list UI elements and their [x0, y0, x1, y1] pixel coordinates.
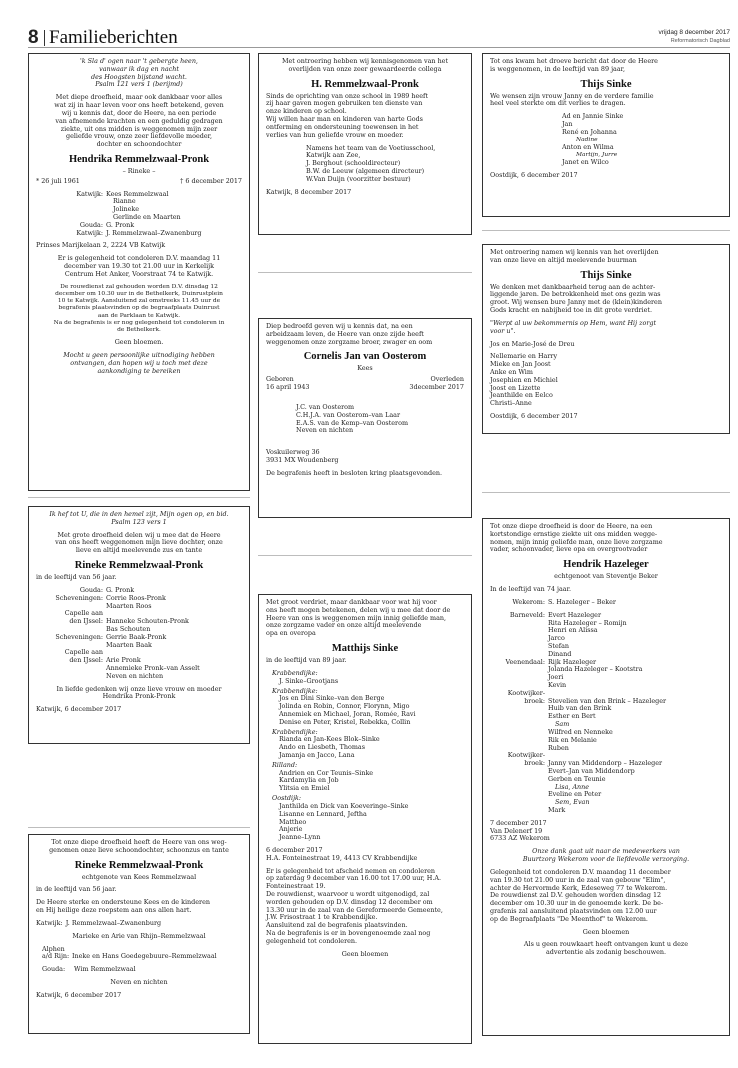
family-list: Jos en Marie-José de Dreu Nellemarie en Harry Mieke en Jan Joost Anke en Wim Josephien en Michiel Joost en Lizette Jeanthilde en Eelco Christi–Anne [490, 339, 575, 408]
column-rule [258, 555, 472, 556]
psalm-verse: Ik hef tot U, die in den hemel zijt, Mijn ogen op, en bid. Psalm 123 vers 1 [49, 510, 229, 526]
obituary-thijs-sinke-family [482, 53, 730, 217]
birth-date: * 26 juli 1961 [36, 176, 80, 185]
obituary-rineke-family-remmelzwaal [28, 834, 250, 1034]
family-group: Alphen a/d Rijn: Ineke en Hans Goedegebuure–Remmelzwaal [42, 944, 217, 961]
flowers-note: Geen bloemen [341, 949, 389, 958]
age-note: in de leeftijd van 89 jaar. [266, 656, 347, 665]
deceased-name: Thijs Sinke [580, 269, 632, 281]
newspaper-name: Reformatorisch Dagblad [670, 38, 730, 44]
bible-quote: "Werpt al uw bekommernis op Hem, want Hij zorgt voor u". [490, 318, 657, 335]
announcement-text: Met diepe droefheid, maar ook dankbaar voor alles wat zij in haar leven voor ons heeft betekend, geven wij u kennis dat, door de Heere, na een periode van afnemende krachten en een geduldig gedragen ziekte, uit ons midden is weggenomen mijn zeer geliefde vrouw, onze zeer liefdevolle moeder, dochter en schoondochter [54, 93, 224, 149]
column-rule [28, 827, 250, 828]
family-list [490, 599, 722, 815]
announcement-text: Met grote droefheid delen wij u mee dat de Heere van ons heeft weggenomen mijn lieve dochter, onze lieve en altijd meelevende zus en tante [55, 530, 223, 555]
family-group: Barneveld: Evert Hazeleger Rita Hazeleger – Romijn Henri en Alissa Jarco Stefan Dinand [509, 610, 627, 658]
column-rule [258, 272, 472, 273]
nickname: Kees [357, 364, 373, 373]
family-list: Krabbendijke: J. Sinke–Grootjans Krabbendijke: Jos en Dini Sinke–van den Berge Jolinda en Robin, Connor, Florynn, Migo Annemiek en Michael, Joran, Romée, Ravi Denise en Peter, Kristel, Rebekka, Collin Krabbendijke: Rianda en Jan-Kees Blok–Sinke Ando en Liesbeth, Thomas Jamanja en Jacco, Lana Rilland: Andrien en Cor Teunis–Sinke Kardamylia en Job Ylitsia en Emiel Oostdijk: Janthilda en Dick van Koeveringe–Sinke Lisanne en Lennard, Jeftha Mattheo Anjerie Jeanne–Lynn [272, 668, 416, 842]
address: H.A. Fonteinestraat 19, 4413 CV Krabbendijke [266, 853, 418, 862]
place-date: Katwijk, 8 december 2017 [266, 187, 352, 196]
family-group: Katwijk: J. Remmelzwaal–Zwanenburg [36, 918, 162, 927]
address: Voskuilerweg 36 3931 MX Woudenberg [266, 448, 339, 464]
family-group: Capelle aan den IJssel: Arie Pronk Annemieke Pronk–van Asselt Neven en nichten [64, 648, 200, 680]
deceased-name: Rineke Remmelzwaal-Pronk [74, 859, 204, 871]
family-list: Ad en Jannie Sinke Jan René en Johanna Nadine Anton en Wilma Martijn, Jurre Janet en Wilco [562, 112, 624, 166]
memorial-note: In liefde gedenken wij onze lieve vrouw en moeder Hendrika Pronk-Pronk [56, 684, 222, 701]
deceased-name: Matthijs Sinke [331, 643, 399, 655]
obituary-thijs-sinke-neighbours [482, 244, 730, 434]
obituary-rineke-family-pronk [28, 506, 250, 744]
message-text: We wensen zijn vrouw Janny en de verdere familie heel veel sterkte om dit verlies te dragen. [490, 91, 654, 108]
place-date: Oostdijk, 6 december 2017 [490, 412, 578, 420]
family-group: Wekerom: S. Hazeleger – Beker [512, 597, 616, 606]
address: Prinses Marijkelaan 2, 2224 VB Katwijk [36, 241, 166, 250]
deceased-name: Hendrik Hazeleger [563, 559, 649, 571]
place-date: Katwijk, 6 december 2017 [36, 705, 122, 714]
page-header [28, 28, 730, 48]
family-group: Gouda: Wim Remmelzwaal [42, 965, 136, 974]
closing-note: Mocht u geen persoonlijke uitnodiging hebben ontvangen, dan hopen wij u toch met deze aankondiging te bereiken [63, 350, 215, 375]
nickname: – Rineke – [122, 166, 156, 175]
spouse-note: echtgenote van Kees Remmelzwaal [81, 872, 197, 881]
age-note: In de leeftijd van 74 jaar. [490, 585, 571, 594]
section-title: Familieberichten [49, 27, 178, 48]
announcement-text: Tot onze diepe droefheid is door de Heere, na een kortstondige ernstige ziekte uit ons midden wegge- nomen, mijn innig geliefde man, onze lieve zorgzame vader, schoonvader, lieve opa en overgrootvader [490, 522, 663, 554]
birth-date: 16 april 1943 [266, 383, 310, 392]
announcement-text: Tot ons kwam het droeve bericht dat door de Heere is weggenomen, in de leeftijd van 89 jaar, [490, 57, 658, 73]
funeral-details: Gelegenheid tot condoleren D.V. maandag 11 december van 19.30 tot 21.00 uur in de zaal van gebouw "Elim", achter de Hervormde Kerk, Edeseweg 77 te Wekerom. De rouwdienst zal D.V. gehouden worden dinsdag 12 december om 10.30 uur in de genoemde kerk. De be- grafenis zal aansluitend plaatsvinden om 12.00 uur op de Begraafplaats "De Meenthof" te Wekerom. [490, 867, 671, 923]
announcement-text: Met ontroering hebben wij kennisgenomen van het overlijden van onze zeer gewaardeerde collega [281, 57, 449, 73]
thanks-note: Onze dank gaat uit naar de medewerkers van Buurtzorg Wekerom voor de liefdevolle verzorging. [522, 847, 690, 864]
page-number: 8 [28, 27, 39, 48]
obituary-colleague-remmelzwaal [258, 53, 472, 235]
family-group: Gouda: G. Pronk [79, 585, 135, 594]
family-list: J.C. van Oosterom C.H.J.A. van Oosterom–van Laar E.A.S. van de Kemp–van Oosterom Neven en nichten [296, 402, 409, 435]
message-text: Sinds de oprichting van onze school in 1989 heeft zij haar gaven mogen gebruiken ten dienste van onze kinderen op school. Wij willen haar man en kinderen van harte Gods ontferming en ondersteuning toewensen in het verlies van hun geliefde vrouw en moeder. [266, 91, 428, 139]
deceased-name: Hendrika Remmelzwaal-Pronk [68, 153, 210, 165]
family-list [36, 191, 242, 238]
family-list [36, 587, 242, 681]
age-note: in de leeftijd van 56 jaar. [36, 885, 117, 894]
age-note: in de leeftijd van 56 jaar. [36, 573, 117, 582]
family-group: Scheveningen: Gerrie Baak-Pronk Maarten Baak [55, 632, 167, 649]
funeral-note: De begrafenis heeft in besloten kring plaatsgevonden. [266, 468, 443, 477]
date: 6 december 2017 [266, 845, 323, 854]
place-date: Katwijk, 6 december 2017 [36, 990, 122, 999]
announcement-text: Met ontroering namen wij kennis van het overlijden van onze lieve en altijd meelevende buurman [490, 248, 659, 264]
message-text: De Heere sterke en ondersteune Kees en de kinderen en Hij heilige deze roepstem aan ons allen hart. [36, 898, 210, 915]
family-list: Katwijk: J. Remmelzwaal–Zwanenburg Marieke en Arie van Rhijn–Remmelzwaal Alphen a/d Rijn: Ineke en Hans Goedegebuure–Remmelzwaal Gouda: Wim Remmelzwaal Neven en nichten [36, 920, 242, 987]
death-date: 3december 2017 [409, 383, 464, 392]
family-group: Scheveningen: Corrie Roos-Pronk Maarten Roos [55, 593, 166, 610]
condolence-info: Er is gelegenheid tot condoleren D.V. maandag 11 december van 19.30 tot 21.00 uur in Kerkelijk Centrum Het Anker, Voorstraat 74 te Katwijk. [57, 254, 221, 278]
obituary-matthijs-sinke [258, 594, 472, 1044]
family-group: Katwijk: J. Remmelzwaal–Zwanenburg [76, 228, 202, 237]
psalm-verse: 'k Sla d' ogen naar 't gebergte heen, vanwaar ik dag en nacht des Hoogsten bijstand wacht. Psalm 121 vers 1 (berijmd) [80, 57, 198, 89]
deceased-name: Rineke Remmelzwaal-Pronk [74, 560, 204, 572]
funeral-details: Er is gelegenheid tot afscheid nemen en condoleren op zaterdag 9 december van 16.00 tot 17.00 uur, H.A. Fonteinestraat 19. De rouwdienst, waarvoor u wordt uitgenodigd, zal worden gehouden op D.V. dinsdag 12 december om 13.30 uur in de zaal van de Gereformeerde Gemeente, J.W. Frisostraat 1 te Krabbendijke. Aansluitend zal de begrafenis plaatsvinden. Na de begrafenis is er in bovengenoemde zaal nog gelegenheid tot condoleren. [266, 866, 443, 945]
family-group: Gouda: G. Pronk [79, 220, 135, 229]
publication-date: vrijdag 8 december 2017 [658, 29, 730, 36]
obituary-cornelis-van-oosterom [258, 318, 472, 518]
closing-note: Als u geen rouwkaart heeft ontvangen kunt u deze advertentie als zodanig beschouwen. [523, 940, 689, 957]
announcement-text: Met groot verdriet, maar dankbaar voor wat hij voor ons heeft mogen betekenen, delen wij u mee dat door de Heere van ons is weggenomen mijn innig geliefde man, onze zorgzame vader en onze altijd meelevende opa en overopa [266, 598, 451, 638]
life-dates: Geboren 16 april 1943 Overleden 3december 2017 [266, 375, 464, 392]
header-divider [44, 30, 45, 46]
column-rule [28, 497, 250, 498]
announcement-text: Diep bedroefd geven wij u kennis dat, na een arbeidzaam leven, de Heere van onze zijde heeft weggenomen onze zorgzame broer, zwager en oom [266, 322, 433, 346]
message-text: We denken met dankbaarheid terug aan de achter- liggende jaren. De betrokkenheid met ons gezin was groot. Wij wensen bure Janny met de (klein)kinderen Gods kracht en nabijheid toe in dit grote verdriet. [490, 282, 662, 315]
family-group: Katwijk: Kees Remmelzwaal Rianne Jolineke Gerlinde en Maarten [76, 189, 181, 221]
family-group: Capelle aan den IJssel: Hanneke Schouten-Pronk Bas Schouten [64, 609, 189, 633]
family-group: Kootwijker- broek: Stevelien van den Brink – Hazeleger Huib van den Brink Esther en Bert Sam Wilfred en Nenneke Rik en Melanie Ruben [507, 688, 667, 752]
spouse-note: echtgenoot van Steventje Beker [554, 572, 658, 581]
obituary-hendrika-remmelzwaal-pronk [28, 53, 250, 491]
death-date: † 6 december 2017 [180, 176, 242, 185]
life-dates [36, 178, 242, 186]
family-group: Kootwijker- broek: Janny van Middendorp – Hazeleger Evert–Jan van Middendorp Gerben en Teunie Lisa, Anne Eveline en Peter Sem, Evan Mark [507, 751, 663, 814]
column-rule [482, 492, 730, 493]
deceased-name: H. Remmelzwaal-Pronk [311, 78, 419, 90]
obituary-hendrik-hazeleger [482, 518, 730, 1036]
family-group: Veenendaal: Rijk Hazeleger Jolanda Hazeleger – Kootstra Joeri Kevin [505, 657, 643, 689]
announcement-text: Tot onze diepe droefheid heeft de Heere van ons weg- genomen onze lieve schoondochter, schoonzus en tante [49, 838, 229, 854]
address: Van Delenerf 19 6733 AZ Wekerom [490, 826, 550, 843]
place-date: Oostdijk, 6 december 2017 [490, 170, 578, 179]
deceased-name: Thijs Sinke [580, 78, 632, 90]
date: 7 december 2017 [490, 818, 547, 827]
signers: Namens het team van de Voetiusschool, Katwijk aan Zee, J. Berghout (schooldirecteur) B.W. de Leeuw (algemeen directeur) W.Van Duijn (voorzitter bestuur) [306, 143, 436, 183]
deceased-name: Cornelis Jan van Oosterom [303, 351, 427, 363]
flowers-note: Geen bloemen [582, 927, 630, 936]
flowers-note: Geen bloemen. [114, 338, 164, 347]
column-rule [482, 230, 730, 231]
funeral-service-info: De rouwdienst zal gehouden worden D.V. dinsdag 12 december om 10.30 uur in de Bethelkerk, Duinrustplein 10 te Katwijk. Aansluitend zal omstreeks 11.45 uur de begrafenis plaatsvinden op de begraafplaats Duinrust aan de Parklaan te Katwijk. Na de begrafenis is er nog gelegenheid tot condoleren in de Bethelkerk. [53, 283, 225, 333]
